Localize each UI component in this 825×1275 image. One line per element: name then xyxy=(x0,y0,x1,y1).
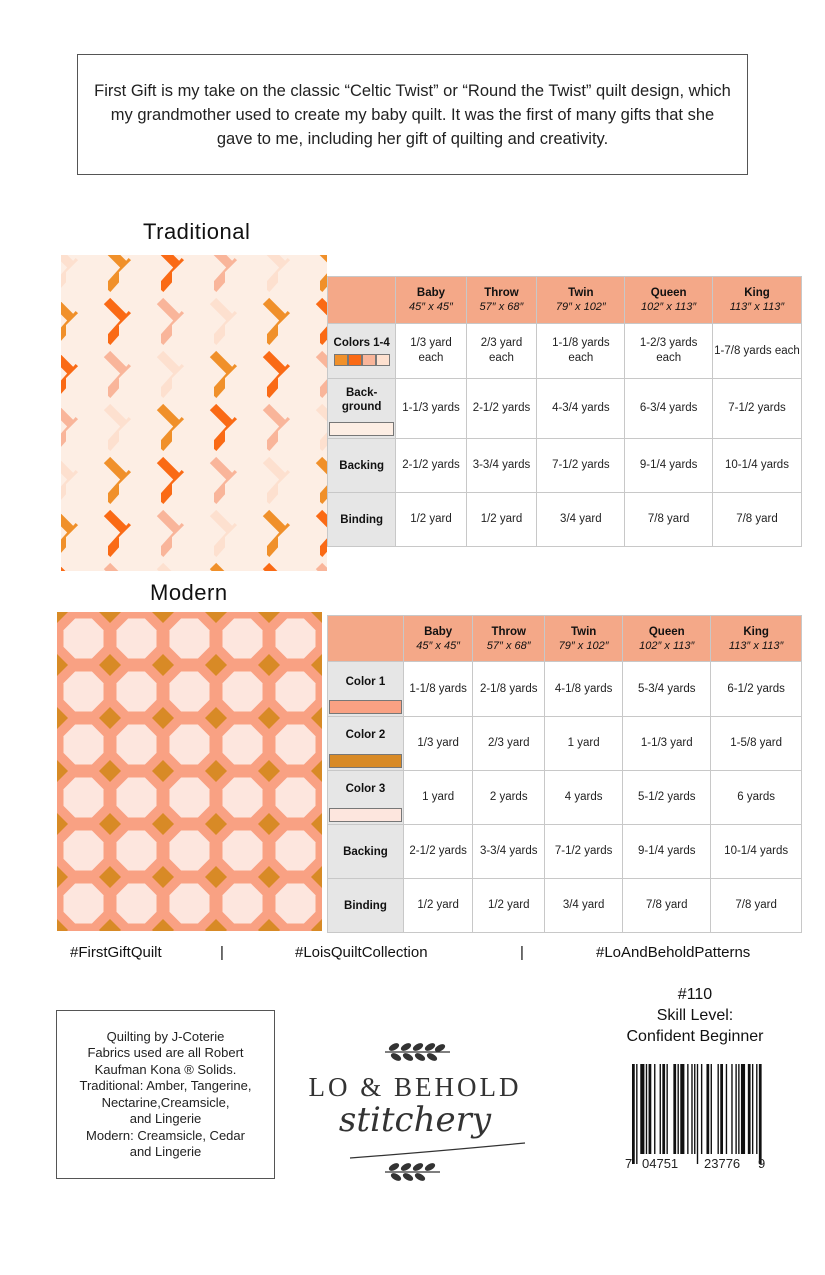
table-row xyxy=(328,324,802,379)
hashtag-bar xyxy=(0,944,825,964)
table-cell: 3-3/4 yards xyxy=(466,439,537,493)
header-throw: Throw 57″ x 68″ xyxy=(473,616,545,662)
pattern-info xyxy=(610,984,780,1047)
table-row xyxy=(328,493,802,547)
row-label-color1: Color 1 xyxy=(328,662,404,717)
color-swatches xyxy=(329,354,394,366)
table-cell: 1-1/3 yard xyxy=(623,717,711,771)
table-cell: 7-1/2 yards xyxy=(545,825,623,879)
table-cell: 7/8 yard xyxy=(623,879,711,933)
swatch-creamsicle xyxy=(376,354,390,366)
row-label-binding: Binding xyxy=(328,493,396,547)
table-cell: 3/4 yard xyxy=(545,879,623,933)
table-cell: 7-1/2 yards xyxy=(537,439,625,493)
swatch-color3 xyxy=(329,808,402,822)
traditional-title: Traditional xyxy=(143,219,251,244)
row-label-binding: Binding xyxy=(328,879,404,933)
table-cell: 1-7/8 yards each xyxy=(712,324,801,379)
table-cell: 1/3 yard each xyxy=(396,324,466,379)
table-cell: 6-1/2 yards xyxy=(711,662,802,717)
swatch-color2 xyxy=(329,754,402,768)
table-cell: 2-1/2 yards xyxy=(466,379,537,439)
credit-line: Kaufman Kona ® Solids. xyxy=(94,1061,237,1077)
row-label-backing: Backing xyxy=(328,439,396,493)
logo-wordmark: LO & BEHOLD xyxy=(308,1072,522,1102)
hashtag-separator: | xyxy=(520,944,524,961)
modern-title: Modern xyxy=(150,580,228,605)
header-king: King 113″ x 113″ xyxy=(712,277,801,324)
table-cell: 1/2 yard xyxy=(466,493,537,547)
table-cell: 4-3/4 yards xyxy=(537,379,625,439)
credit-line: and Lingerie xyxy=(129,1111,202,1126)
header-twin: Twin 79″ x 102″ xyxy=(537,277,625,324)
credit-line: Quilting by J-Coterie xyxy=(106,1028,225,1044)
header-baby: Baby 45″ x 45″ xyxy=(396,277,466,324)
table-row xyxy=(328,717,802,771)
header-twin: Twin 79″ x 102″ xyxy=(545,616,623,662)
table-cell: 7-1/2 yards xyxy=(712,379,801,439)
table-cell: 7/8 yard xyxy=(625,493,713,547)
row-label-colors: Colors 1-4 xyxy=(328,324,396,379)
table-corner xyxy=(328,277,396,324)
modern-fabric-table xyxy=(327,615,802,933)
header-queen: Queen 102″ x 113″ xyxy=(625,277,713,324)
table-cell: 2 yards xyxy=(473,771,545,825)
table-cell: 9-1/4 yards xyxy=(625,439,713,493)
table-cell: 9-1/4 yards xyxy=(623,825,711,879)
table-cell: 5-1/2 yards xyxy=(623,771,711,825)
table-cell: 4 yards xyxy=(545,771,623,825)
logo-script: stitchery xyxy=(338,1100,492,1140)
table-cell: 6 yards xyxy=(711,771,802,825)
table-cell: 1 yard xyxy=(545,717,623,771)
table-cell: 10-1/4 yards xyxy=(711,825,802,879)
barcode-digit-last: 9 xyxy=(758,1156,766,1171)
row-label-backing: Backing xyxy=(328,825,404,879)
header-throw: Throw 57″ x 68″ xyxy=(466,277,537,324)
table-corner xyxy=(328,616,404,662)
traditional-quilt-image xyxy=(61,255,327,571)
table-cell: 1-5/8 yard xyxy=(711,717,802,771)
traditional-fabric-table xyxy=(327,276,802,547)
row-label-color2: Color 2 xyxy=(328,717,404,771)
modern-quilt-image xyxy=(57,612,322,931)
table-cell: 2-1/8 yards xyxy=(473,662,545,717)
hashtag-lois-collection: #LoisQuiltCollection xyxy=(295,944,428,961)
brand-logo xyxy=(290,1040,540,1190)
table-row xyxy=(328,825,802,879)
intro-box xyxy=(77,54,748,175)
hashtag-first-gift: #FirstGiftQuilt xyxy=(70,944,162,961)
credits-box xyxy=(56,1010,275,1179)
hashtag-lo-and-behold: #LoAndBeholdPatterns xyxy=(596,944,751,961)
table-cell: 5-3/4 yards xyxy=(623,662,711,717)
table-row xyxy=(328,771,802,825)
table-cell: 1/2 yard xyxy=(473,879,545,933)
header-baby: Baby 45″ x 45″ xyxy=(403,616,473,662)
table-cell: 1-1/3 yards xyxy=(396,379,466,439)
table-row xyxy=(328,662,802,717)
table-cell: 1/2 yard xyxy=(396,493,466,547)
table-cell: 2-1/2 yards xyxy=(403,825,473,879)
table-cell: 2-1/2 yards xyxy=(396,439,466,493)
table-row xyxy=(328,439,802,493)
table-cell: 7/8 yard xyxy=(711,879,802,933)
intro-text: First Gift is my take on the classic “Celtic Twist” or “Round the Twist” quilt design, which my grandmother used to create my baby quilt. It was the first of many gifts that she gave to me, including her gift of quilting and creativity. xyxy=(94,81,731,148)
swatch-tangerine xyxy=(348,354,362,366)
table-cell: 2/3 yard xyxy=(473,717,545,771)
header-queen: Queen 102″ x 113″ xyxy=(623,616,711,662)
table-cell: 1-1/8 yards each xyxy=(537,324,625,379)
table-cell: 1-2/3 yards each xyxy=(625,324,713,379)
hashtag-separator: | xyxy=(220,944,224,961)
pattern-number: #110 xyxy=(677,986,713,1003)
table-cell: 1/2 yard xyxy=(403,879,473,933)
table-row xyxy=(328,379,802,439)
skill-level-label: Skill Level: xyxy=(656,1007,734,1024)
table-cell: 1 yard xyxy=(403,771,473,825)
barcode-digits-right: 23776 xyxy=(704,1156,741,1171)
swatch-nectarine xyxy=(362,354,376,366)
credit-line: Modern: Creamsicle, Cedar xyxy=(86,1127,245,1143)
skill-level-value: Confident Beginner xyxy=(626,1028,764,1045)
barcode-digit-first: 7 xyxy=(625,1156,633,1171)
row-label-background: Back-ground xyxy=(328,379,396,439)
table-cell: 1-1/8 yards xyxy=(403,662,473,717)
table-cell: 10-1/4 yards xyxy=(712,439,801,493)
table-cell: 3/4 yard xyxy=(537,493,625,547)
table-cell: 4-1/8 yards xyxy=(545,662,623,717)
swatch-background xyxy=(329,422,394,436)
row-label-color3: Color 3 xyxy=(328,771,404,825)
credit-line: Traditional: Amber, Tangerine, xyxy=(79,1078,252,1093)
credit-line: Fabrics used are all Robert xyxy=(87,1045,244,1060)
table-cell: 2/3 yard each xyxy=(466,324,537,379)
swatch-color1 xyxy=(329,700,402,714)
barcode-digits-left: 04751 xyxy=(642,1156,679,1171)
table-row xyxy=(328,879,802,933)
swatch-amber xyxy=(334,354,348,366)
table-cell: 7/8 yard xyxy=(712,493,801,547)
table-cell: 1/3 yard xyxy=(403,717,473,771)
credit-line: and Lingerie xyxy=(129,1144,202,1159)
table-cell: 3-3/4 yards xyxy=(473,825,545,879)
table-cell: 6-3/4 yards xyxy=(625,379,713,439)
header-king: King 113″ x 113″ xyxy=(711,616,802,662)
credit-line: Nectarine,Creamsicle, xyxy=(101,1094,230,1110)
